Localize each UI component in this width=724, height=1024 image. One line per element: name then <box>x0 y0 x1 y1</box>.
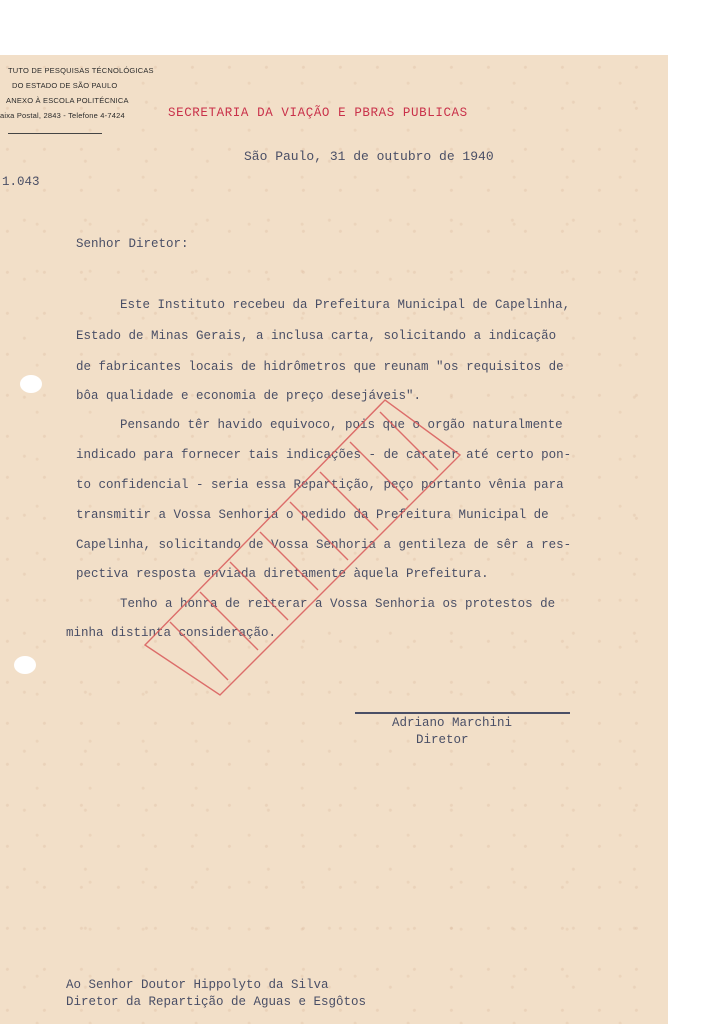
salutation: Senhor Diretor: <box>76 237 189 251</box>
signatory-title: Diretor <box>416 733 469 747</box>
body-line: Tenho a honra de reiterar a Vossa Senhoria os protestos de <box>120 597 556 611</box>
punch-hole-lower <box>14 656 36 674</box>
letter-date: São Paulo, 31 de outubro de 1940 <box>244 149 494 164</box>
recipient-line-1: Ao Senhor Doutor Hippolyto da Silva <box>66 978 329 992</box>
letterhead-line-3: ANEXO À ESCOLA POLITÉCNICA <box>6 96 129 105</box>
letterhead-rule <box>8 133 102 134</box>
body-line: indicado para fornecer tais indicações - de carater até certo pon- <box>76 448 572 462</box>
body-line: to confidencial - seria essa Repartição, peço portanto vênia para <box>76 478 564 492</box>
body-line: Capelinha, solicitando de Vossa Senhoria a gentileza de sêr a res- <box>76 538 572 552</box>
body-line: transmitir a Vossa Senhoria o pedido da Prefeitura Municipal de <box>76 508 549 522</box>
body-line: de fabricantes locais de hidrômetros que reunam "os requisitos de <box>76 360 564 374</box>
body-line: Estado de Minas Gerais, a inclusa carta, solicitando a indicação <box>76 329 557 343</box>
punch-hole-upper <box>20 375 42 393</box>
body-line: pectiva resposta enviada diretamente àquela Prefeitura. <box>76 567 489 581</box>
body-line: bôa qualidade e economia de preço desejáveis". <box>76 389 422 403</box>
letterhead-line-4: aixa Postal, 2843 - Telefone 4-7424 <box>0 111 125 120</box>
body-line: Pensando têr havido equivoco, pois que o orgão naturalmente <box>120 418 563 432</box>
signatory-name: Adriano Marchini <box>392 716 513 730</box>
recipient-line-2: Diretor da Repartição de Aguas e Esgôtos <box>66 995 367 1009</box>
letterhead-line-2: DO ESTADO DE SÃO PAULO <box>12 81 118 90</box>
body-line: minha distinta consideração. <box>66 626 277 640</box>
scan-margin <box>668 55 724 1024</box>
signature-line <box>355 712 570 714</box>
reference-number: 1.043 <box>2 175 40 189</box>
body-line: Este Instituto recebeu da Prefeitura Municipal de Capelinha, <box>120 298 571 312</box>
letterhead-line-1: TUTO DE PESQUISAS TÉCNOLÓGICAS <box>8 66 154 75</box>
secretaria-header: SECRETARIA DA VIAÇÃO E PBRAS PUBLICAS <box>168 106 468 120</box>
institute-letterhead <box>0 63 160 123</box>
